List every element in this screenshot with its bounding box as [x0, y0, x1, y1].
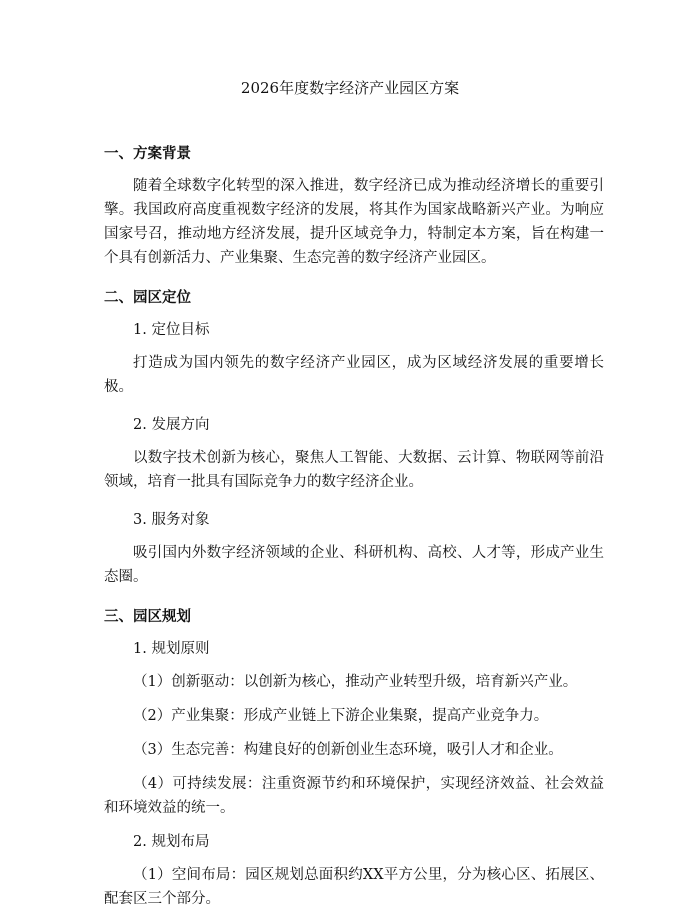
- principle-item-ecosystem: （3）生态完善：构建良好的创新创业生态环境，吸引人才和企业。: [133, 742, 563, 758]
- development-direction-text: 以数字技术创新为核心，聚焦人工智能、大数据、云计算、物联网等前沿领域，培育一批具有国际竞争力的数字经济企业。: [104, 450, 604, 490]
- document-body: [104, 144, 604, 921]
- section-heading-positioning: 二、园区定位: [104, 290, 191, 306]
- section-heading-background: 一、方案背景: [104, 146, 191, 162]
- subheading-development-direction: 2. 发展方向: [133, 417, 210, 433]
- subheading-planning-principles: 1. 规划原则: [133, 641, 210, 657]
- subheading-planning-layout: 2. 规划布局: [133, 834, 210, 850]
- background-paragraph: 随着全球数字化转型的深入推进，数字经济已成为推动经济增长的重要引擎。我国政府高度重视数字经济的发展，将其作为国家战略新兴产业。为响应国家号召，推动地方经济发展，提升区域竞争力，特制定本方案，旨在构建一个具有创新活力、产业集聚、生态完善的数字经济产业园区。: [104, 178, 604, 266]
- subheading-service-targets: 3. 服务对象: [133, 512, 210, 528]
- layout-item-spatial: （1）空间布局：园区规划总面积约XX平方公里，分为核心区、拓展区、配套区三个部分。: [104, 867, 604, 907]
- document-title: 2026年度数字经济产业园区方案: [240, 79, 460, 97]
- principle-item-cluster: （2）产业集聚：形成产业链上下游企业集聚，提高产业竞争力。: [133, 708, 549, 724]
- principle-item-sustainability: （4）可持续发展：注重资源节约和环境保护，实现经济效益、社会效益和环境效益的统一。: [104, 776, 604, 816]
- section-heading-planning: 三、园区规划: [104, 609, 191, 625]
- positioning-goal-text: 打造成为国内领先的数字经济产业园区，成为区域经济发展的重要增长极。: [104, 355, 604, 395]
- principle-item-innovation: （1）创新驱动：以创新为核心，推动产业转型升级，培育新兴产业。: [133, 674, 578, 690]
- service-targets-text: 吸引国内外数字经济领域的企业、科研机构、高校、人才等，形成产业生态圈。: [104, 545, 604, 585]
- subheading-positioning-goal: 1. 定位目标: [133, 322, 210, 338]
